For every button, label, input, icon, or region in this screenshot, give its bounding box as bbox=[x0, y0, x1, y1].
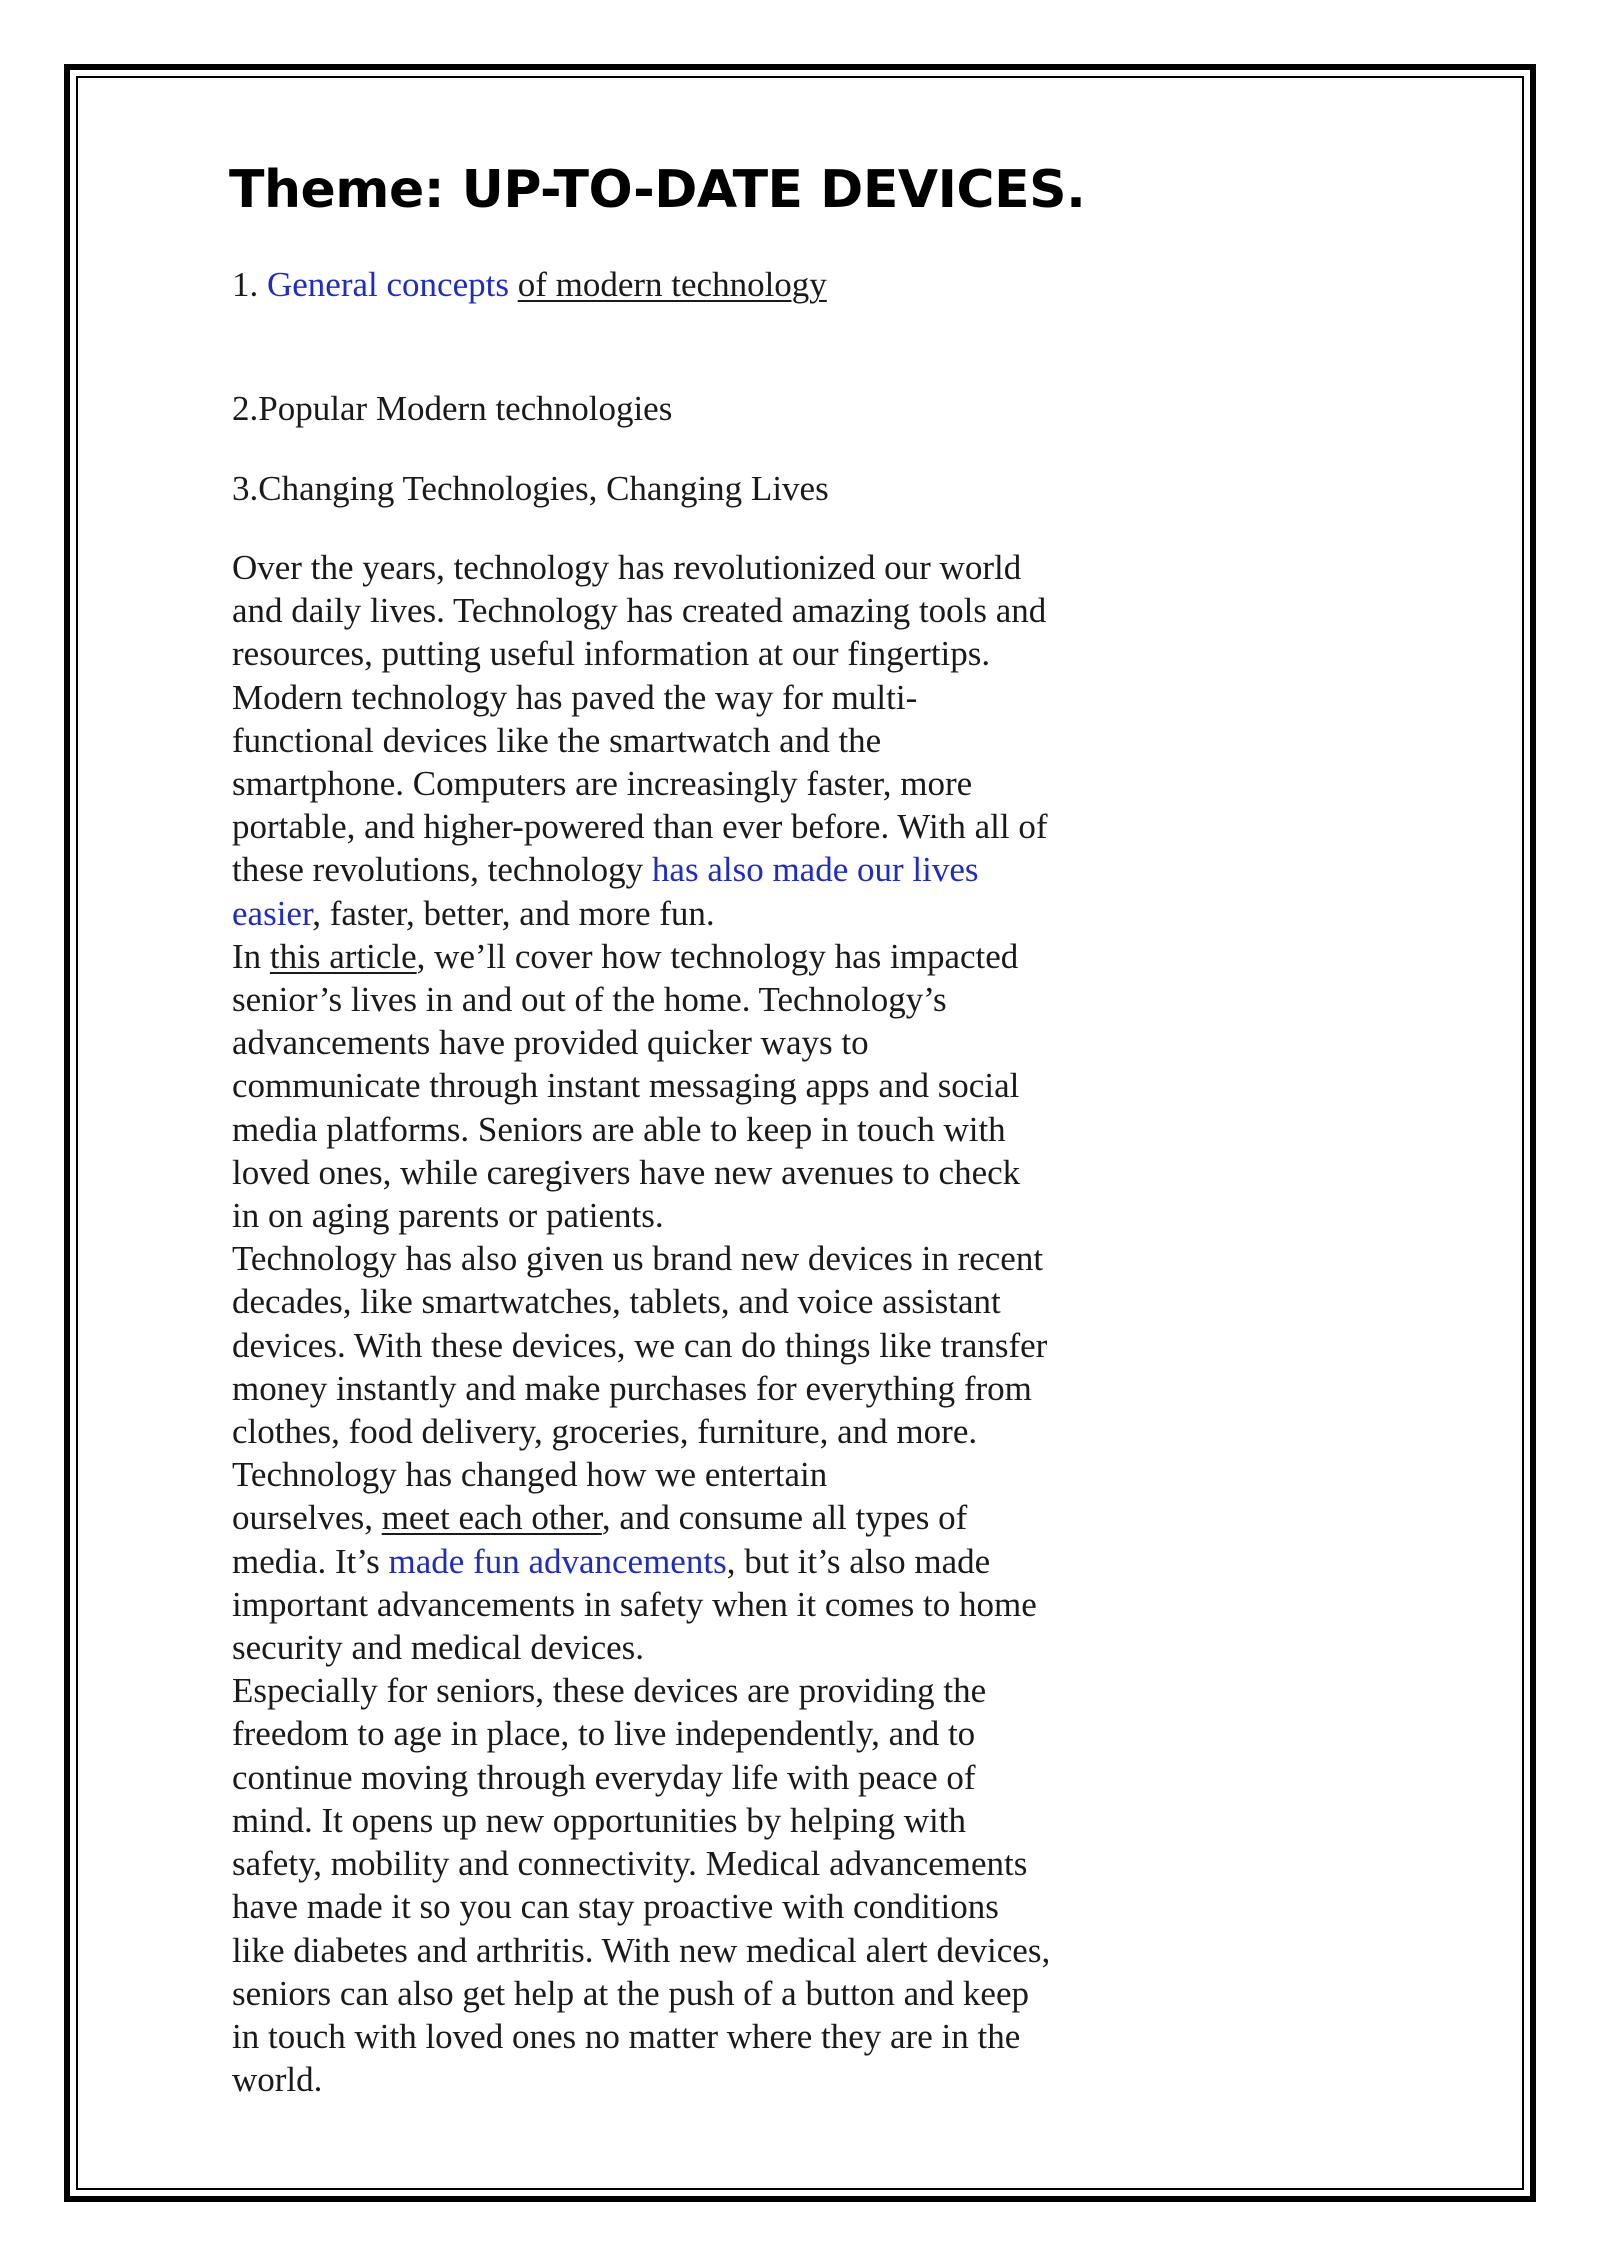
body-line bbox=[232, 1496, 1132, 1539]
body-line bbox=[232, 2058, 1132, 2101]
inline-link[interactable]: meet each other bbox=[381, 1498, 602, 1538]
body-line bbox=[232, 1280, 1132, 1323]
body-text-segment: devices. With these devices, we can do things like transfer bbox=[232, 1325, 1048, 1365]
body-line bbox=[232, 632, 1132, 675]
body-text-segment: mind. It opens up new opportunities by helping with bbox=[232, 1800, 966, 1840]
body-text-segment: security and medical devices. bbox=[232, 1628, 645, 1668]
body-text-segment: senior’s lives in and out of the home. Technology’s bbox=[232, 980, 947, 1020]
body-line bbox=[232, 1799, 1132, 1842]
body-line bbox=[232, 892, 1132, 935]
body-line bbox=[232, 1929, 1132, 1972]
body-text-segment: have made it so you can stay proactive with conditions bbox=[232, 1887, 999, 1927]
modern-technology-link[interactable]: of modern technology bbox=[517, 265, 827, 304]
body-text-segment: advancements have provided quicker ways to bbox=[232, 1023, 869, 1063]
inline-link[interactable]: easier bbox=[232, 893, 313, 933]
body-text-segment: Over the years, technology has revolutionized our world bbox=[232, 548, 1022, 587]
body-line bbox=[232, 1885, 1132, 1928]
body-text-segment: like diabetes and arthritis. With new medical alert devices, bbox=[232, 1930, 1051, 1970]
inline-link[interactable]: this article bbox=[269, 936, 417, 976]
body-text-segment: important advancements in safety when it comes to home bbox=[232, 1584, 1037, 1624]
body-text-segment: freedom to age in place, to live independently, and to bbox=[232, 1714, 976, 1754]
article-body bbox=[232, 546, 1132, 2101]
body-line bbox=[232, 1540, 1132, 1583]
body-line bbox=[232, 1756, 1132, 1799]
body-text-segment: resources, putting useful information at our fingertips. bbox=[232, 634, 991, 674]
body-line bbox=[232, 676, 1132, 719]
outline-item-3: 3.Changing Technologies, Changing Lives bbox=[232, 469, 829, 508]
body-line bbox=[232, 1626, 1132, 1669]
body-line bbox=[232, 2015, 1132, 2058]
body-text-segment: , we’ll cover how technology has impacted bbox=[416, 936, 1019, 976]
body-line bbox=[232, 1021, 1132, 1064]
body-line bbox=[232, 546, 1132, 589]
body-text-segment: Especially for seniors, these devices are providing the bbox=[232, 1671, 987, 1711]
body-line bbox=[232, 1972, 1132, 2015]
outline-item-2: 2.Popular Modern technologies bbox=[232, 389, 673, 428]
body-line bbox=[232, 1410, 1132, 1453]
inline-link[interactable]: has also made our lives bbox=[651, 850, 979, 890]
body-line bbox=[232, 1151, 1132, 1194]
body-line bbox=[232, 1237, 1132, 1280]
body-text-segment: , and consume all types of bbox=[601, 1498, 968, 1538]
body-text-segment: In bbox=[232, 936, 270, 976]
page-title: Theme: UP-TO-DATE DEVICES. bbox=[229, 160, 1086, 220]
body-text-segment: functional devices like the smartwatch and the bbox=[232, 720, 882, 760]
body-text-segment: Technology has changed how we entertain bbox=[232, 1455, 828, 1495]
body-text-segment: and daily lives. Technology has created amazing tools and bbox=[232, 591, 1047, 631]
body-line bbox=[232, 762, 1132, 805]
body-line bbox=[232, 1324, 1132, 1367]
body-text-segment: ourselves, bbox=[232, 1498, 382, 1538]
body-text-segment: seniors can also get help at the push of a button and keep bbox=[232, 1973, 1030, 2013]
body-line bbox=[232, 1453, 1132, 1496]
body-text-segment: decades, like smartwatches, tablets, and voice assistant bbox=[232, 1282, 1001, 1322]
body-text-segment: communicate through instant messaging apps and social bbox=[232, 1066, 1020, 1106]
body-line bbox=[232, 1583, 1132, 1626]
body-text-segment: safety, mobility and connectivity. Medical advancements bbox=[232, 1844, 1028, 1884]
outline-item-1 bbox=[232, 263, 827, 306]
body-text-segment: Technology has also given us brand new devices in recent bbox=[232, 1239, 1044, 1279]
body-text-segment: these revolutions, technology bbox=[232, 850, 652, 890]
body-text-segment: media. It’s bbox=[232, 1541, 389, 1581]
body-text-segment: money instantly and make purchases for everything from bbox=[232, 1368, 1032, 1408]
outline-item-1-number: 1. bbox=[232, 265, 267, 304]
body-text-segment: in touch with loved ones no matter where they are in the bbox=[232, 2016, 1021, 2056]
body-text-segment: in on aging parents or patients. bbox=[232, 1196, 664, 1236]
body-line bbox=[232, 719, 1132, 762]
body-line bbox=[232, 589, 1132, 632]
general-concepts-link[interactable]: General concepts bbox=[267, 265, 509, 304]
body-text-segment: smartphone. Computers are increasingly faster, more bbox=[232, 764, 973, 804]
body-text-segment: , but it’s also made bbox=[726, 1541, 991, 1581]
body-text-segment: clothes, food delivery, groceries, furniture, and more. bbox=[232, 1412, 978, 1452]
body-line bbox=[232, 978, 1132, 1021]
body-line bbox=[232, 848, 1132, 891]
body-line bbox=[232, 1669, 1132, 1712]
body-line bbox=[232, 1108, 1132, 1151]
body-text-segment: world. bbox=[232, 2060, 323, 2100]
body-line bbox=[232, 935, 1132, 978]
body-text-segment: media platforms. Seniors are able to keep in touch with bbox=[232, 1109, 1006, 1149]
inline-link[interactable]: made fun advancements bbox=[388, 1541, 727, 1581]
body-text-segment: portable, and higher-powered than ever before. With all of bbox=[232, 807, 1048, 847]
body-text-segment: loved ones, while caregivers have new avenues to check bbox=[232, 1152, 1021, 1192]
body-text-segment: continue moving through everyday life with peace of bbox=[232, 1757, 976, 1797]
body-text-segment: , faster, better, and more fun. bbox=[312, 893, 715, 933]
body-line bbox=[232, 1194, 1132, 1237]
body-line bbox=[232, 1842, 1132, 1885]
body-line bbox=[232, 1712, 1132, 1755]
body-line bbox=[232, 805, 1132, 848]
body-line bbox=[232, 1064, 1132, 1107]
body-line bbox=[232, 1367, 1132, 1410]
body-text-segment: Modern technology has paved the way for multi- bbox=[232, 677, 918, 717]
